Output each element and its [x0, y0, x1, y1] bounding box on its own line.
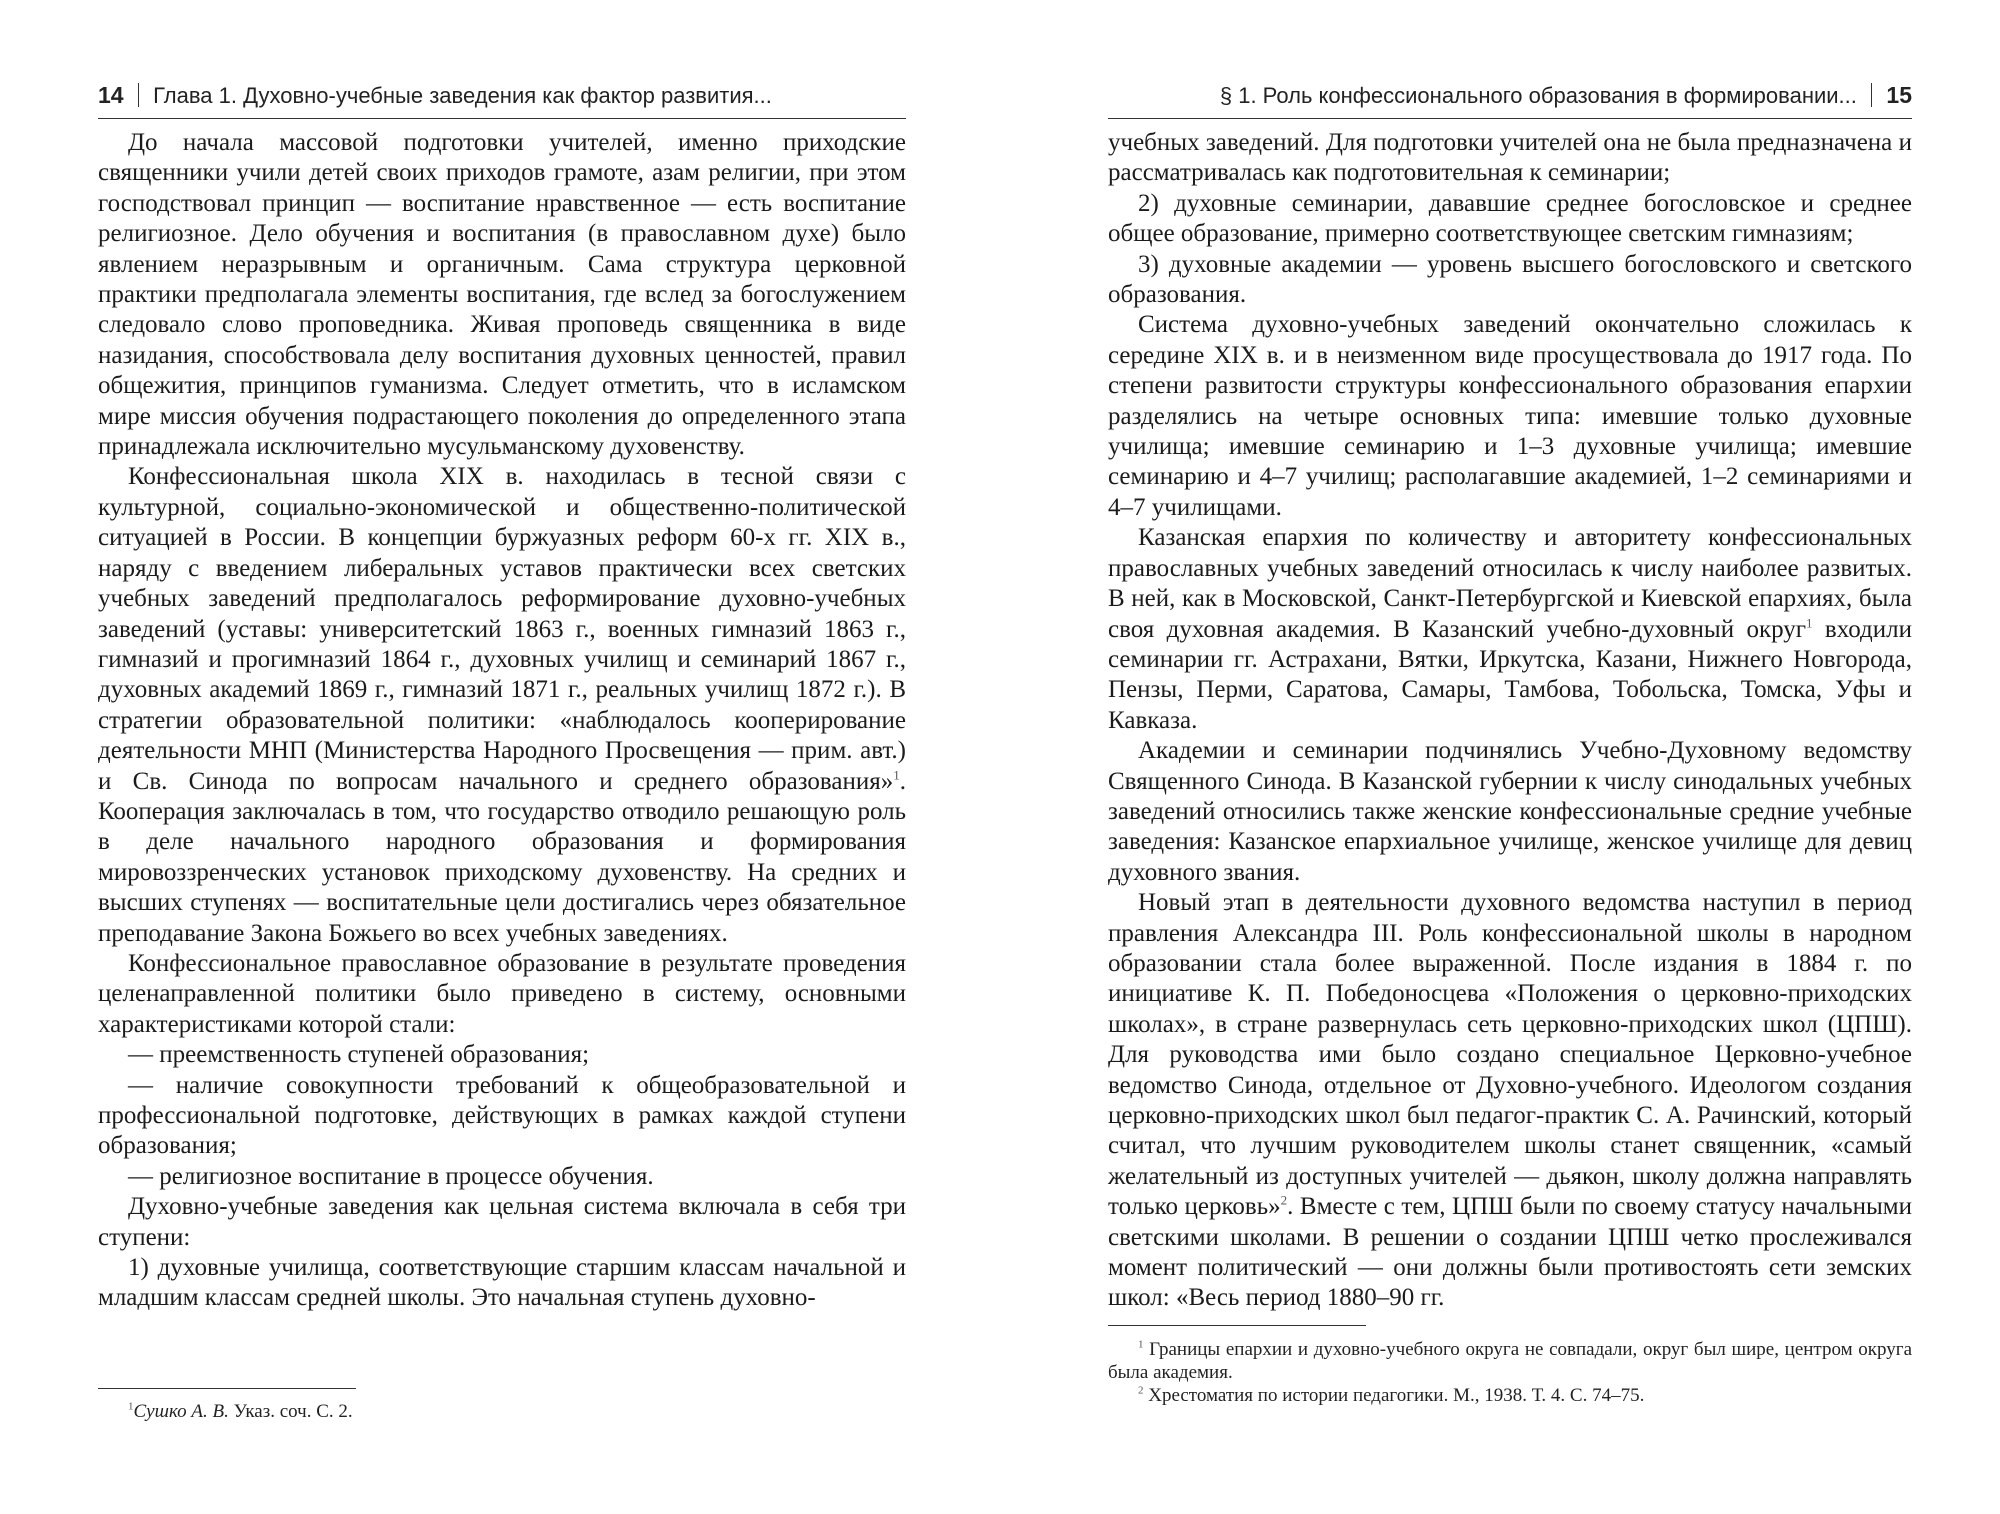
list-item: [1108, 250, 1912, 311]
page-number: 14: [98, 82, 124, 108]
paragraph: [1108, 310, 1912, 523]
paragraph-text: — наличие совокупности требований к общеобразовательной и профессиональной подготовке, действующих в рамках каждой ступени образования;: [98, 1071, 906, 1160]
list-item: [98, 1253, 906, 1314]
paragraph-text: 1) духовные училища, соответствующие старшим классам начальной и младшим классам средней школы. Это начальная ступень духовно-: [98, 1254, 906, 1312]
footnote: [1108, 1338, 1912, 1384]
paragraph-text: Новый этап в деятельности духовного ведомства наступил в период правления Александра III. Роль конфессиональной школы в народном образовании стала более выраженной. После издания в 1884 г. по инициативе К. П. Победоносцева «Положения о церковно-приходских школах», в стране развернулась сеть церковно-приходских школ (ЦПШ). Для руководства ими было создано специальное Церковно-учебное ведомство Синода, отдельное от Духовно-учебного. Идеологом создания церковно-приходских школ был педагог-практик С. А. Рачинский, который считал, что лучшим руководителем школы станет священник, «самый желательный из доступных учителей — дьякон, школу должна направлять только церковь»: [1108, 889, 1912, 1221]
footnote-rule: [98, 1388, 356, 1389]
paragraph-text-cont: . Вместе с тем, ЦПШ были по своему статусу начальными светскими школами. В решении о создании ЦПШ четко прослеживался момент политический — они должны были противостоять сети земских школ: «Весь период 1880–90 гг.: [1108, 1193, 1913, 1312]
paragraph: [98, 128, 906, 462]
header-divider: [1871, 83, 1873, 107]
footnote-ref: 2: [1280, 1192, 1288, 1208]
paragraph-text: Казанская епархия по количеству и авторитету конфессиональных православных учебных заведений относилась к числу наиболее развитых. В ней, как в Московской, Санкт-Петербургской и Киевской епархиях, была своя духовная академия. В Казанский учебно-духовный округ: [1108, 524, 1912, 643]
paragraph: [98, 462, 906, 949]
running-header: [1108, 82, 1912, 119]
footnote-mark: 1: [1138, 1338, 1144, 1351]
footnote-rule: [1108, 1325, 1366, 1326]
left-page: [98, 0, 906, 1514]
paragraph: [1108, 888, 1912, 1314]
paragraph-text: учебных заведений. Для подготовки учителей она не была предназначена и рассматривалась как подготовительная к семинарии;: [1108, 129, 1912, 187]
footnote-text: Границы епархии и духовно-учебного округа не совпадали, округ был шире, центром округа была академия.: [1108, 1339, 1912, 1383]
paragraph-text-cont: . Кооперация заключалась в том, что государство отводило решающую роль в деле начального народного образования и формирования мировоззренческих установок приходскому духовенству. На средних и высших ступенях — воспитательные цели достигались через обязательное преподавание Закона Божьего во всех учебных заведениях.: [98, 767, 906, 947]
paragraph-text: Система духовно-учебных заведений окончательно сложилась к середине XIX в. и в неизменном виде просуществовала до 1917 года. По степени развитости структуры конфессионального образования епархии разделялись на четыре основных типа: имевшие только духовные училища; имевшие семинарию и 1–3 духовные училища; имевшие семинарию и 4–7 училищ; располагавшие академией, 1–2 семинариями и 4–7 училищами.: [1108, 311, 1912, 521]
footnotes: [1108, 1338, 1912, 1407]
footnote-text: Указ. соч. С. 2.: [228, 1401, 353, 1422]
list-item: [98, 1071, 906, 1162]
paragraph-text: — религиозное воспитание в процессе обучения.: [128, 1162, 654, 1190]
paragraph-text-cont: входили семинарии гг. Астрахани, Вятки, Иркутска, Казани, Нижнего Новгорода, Пензы, Перми, Саратова, Самары, Тамбова, Тобольска, Томска, Уфы и Кавказа.: [1108, 615, 1912, 734]
paragraph: [1108, 523, 1912, 736]
paragraph: [98, 1192, 906, 1253]
paragraph-text: До начала массовой подготовки учителей, именно приходские священники учили детей своих приходов грамоте, азам религии, при этом господствовал принцип — воспитание нравственное — есть воспитание религиозное. Дело обучения и воспитания (в православном духе) было явлением неразрывным и органичным. Сама структура церковной практики предполагала элементы воспитания, где вслед за богослужением следовало слово проповедника. Живая проповедь священника в виде назидания, способствовала делу воспитания духовных ценностей, правил общежития, принципов гуманизма. Следует отметить, что в исламском мире миссия обучения подрастающего поколения до определенного этапа принадлежала исключительно мусульманскому духовенству.: [98, 129, 906, 461]
running-title: Глава 1. Духовно-учебные заведения как фактор развития...: [153, 83, 772, 108]
paragraph-text: Конфессиональное православное образование в результате проведения целенаправленной политики было приведено в систему, основными характеристиками которой стали:: [98, 949, 906, 1038]
footnote-author: Сушко А. В.: [133, 1401, 229, 1422]
running-title: § 1. Роль конфессионального образования в формировании...: [1219, 83, 1857, 108]
running-header: [98, 82, 906, 119]
header-divider: [138, 83, 140, 107]
paragraph-text: Духовно-учебные заведения как цельная система включала в себя три ступени:: [98, 1193, 906, 1251]
footnote-text: Хрестоматия по истории педагогики. М., 1938. Т. 4. С. 74–75.: [1143, 1385, 1645, 1406]
paragraph: [98, 949, 906, 1040]
footnote-ref: 1: [893, 767, 900, 783]
list-item: [1108, 189, 1912, 250]
paragraph: [1108, 736, 1912, 888]
page-number: 15: [1886, 82, 1912, 108]
footnote-mark: 1: [128, 1400, 134, 1413]
body-text: [1108, 128, 1912, 1314]
footnote: [98, 1400, 906, 1423]
paragraph-text: — преемственность ступеней образования;: [128, 1041, 590, 1069]
footnote: [1108, 1384, 1912, 1407]
paragraph-text: 3) духовные академии — уровень высшего богословского и светского образования.: [1108, 250, 1912, 309]
paragraph-text: Академии и семинарии подчинялись Учебно-Духовному ведомству Священного Синода. В Казанской губернии к числу синодальных учебных заведений относились также женские конфессиональные средние учебные заведения: Казанское епархиальное училище, женское училище для девиц духовного звания.: [1108, 737, 1912, 886]
paragraph: [1108, 128, 1912, 189]
right-page: [1108, 0, 1912, 1514]
footnote-mark: 2: [1138, 1384, 1144, 1397]
list-item: [98, 1040, 906, 1070]
paragraph-text: 2) духовные семинарии, дававшие среднее богословское и среднее общее образование, примерно соответствующее светским гимназиям;: [1108, 189, 1912, 248]
paragraph-text: Конфессиональная школа XIX в. находилась в тесной связи с культурной, социально-экономической и общественно-политической ситуацией в России. В концепции буржуазных реформ 60-х гг. XIX в., наряду с введением либеральных уставов практически всех светских учебных заведений предполагалось реформирование духовно-учебных заведений (уставы: университетский 1863 г., военных гимназий 1863 г., гимназий и прогимназий 1864 г., духовных училищ и семинарий 1867 г., духовных академий 1869 г., гимназий 1871 г., реальных училищ 1872 г.). В стратегии образовательной политики: «наблюдалось кооперирование деятельности МНП (Министерства Народного Просвещения — прим. авт.) и Св. Синода по вопросам начального и среднего образования»: [98, 463, 906, 795]
body-text: [98, 128, 906, 1314]
footnote-ref: 1: [1806, 615, 1813, 631]
footnotes: [98, 1400, 906, 1423]
list-item: [98, 1162, 906, 1192]
